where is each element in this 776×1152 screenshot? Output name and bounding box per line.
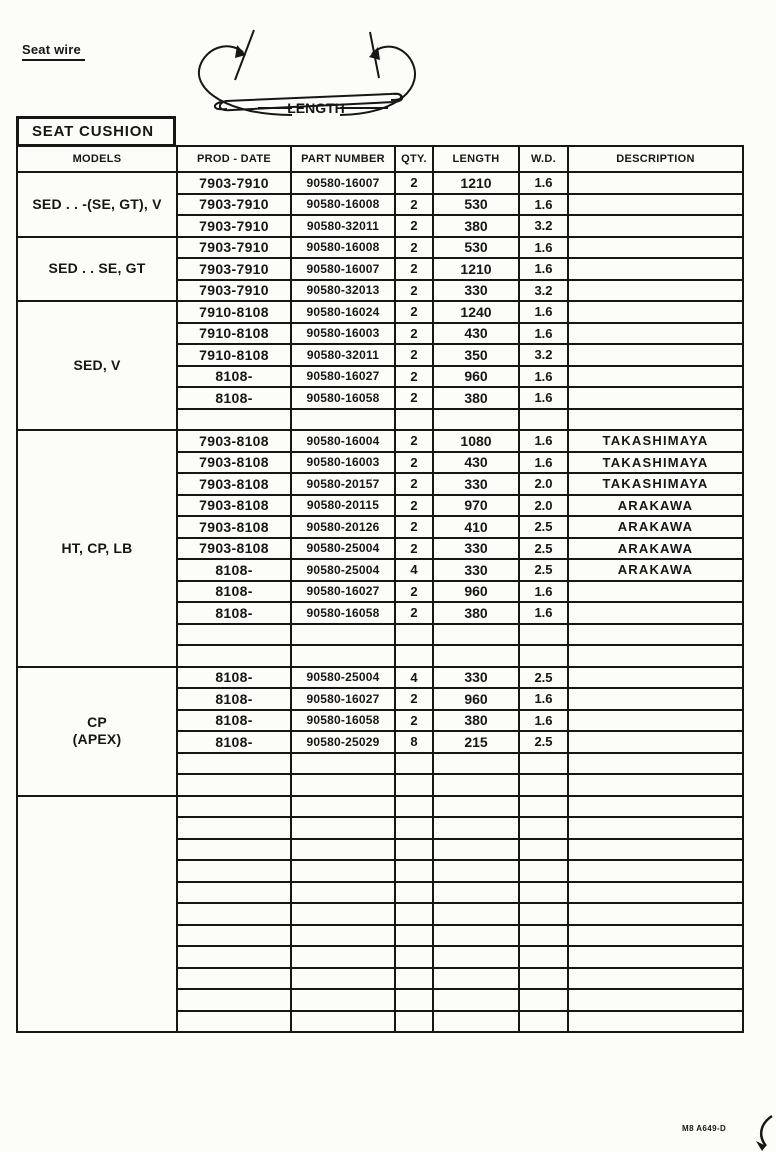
cell-part-number: [291, 839, 395, 861]
cell-prod-date: [177, 925, 291, 947]
cell-length: 215: [433, 731, 519, 753]
cell-description: [568, 968, 743, 990]
cell-qty: 2: [395, 323, 433, 345]
cell-qty: [395, 903, 433, 925]
col-header-models: MODELS: [17, 146, 177, 172]
cell-part-number: 90580-25004: [291, 538, 395, 560]
cell-wd: 3.2: [519, 280, 568, 302]
cell-prod-date: 7903-8108: [177, 473, 291, 495]
cell-length: [433, 882, 519, 904]
cell-prod-date: [177, 968, 291, 990]
cell-qty: [395, 409, 433, 431]
cell-prod-date: 7903-7910: [177, 280, 291, 302]
cell-prod-date: [177, 839, 291, 861]
cell-wd: 1.6: [519, 366, 568, 388]
cell-prod-date: [177, 774, 291, 796]
cell-part-number: 90580-16008: [291, 194, 395, 216]
cell-part-number: 90580-16004: [291, 430, 395, 452]
cell-prod-date: 8108-: [177, 688, 291, 710]
cell-part-number: [291, 989, 395, 1011]
cell-wd: 1.6: [519, 688, 568, 710]
cell-length: [433, 839, 519, 861]
cell-qty: 2: [395, 430, 433, 452]
cell-length: 970: [433, 495, 519, 517]
cell-description: ARAKAWA: [568, 559, 743, 581]
cell-prod-date: 7903-8108: [177, 495, 291, 517]
cell-description: [568, 731, 743, 753]
cell-qty: 2: [395, 495, 433, 517]
cell-wd: 1.6: [519, 258, 568, 280]
section-title-box: [16, 116, 176, 147]
cell-length: 330: [433, 667, 519, 689]
cell-qty: 2: [395, 344, 433, 366]
cell-part-number: [291, 946, 395, 968]
cell-part-number: 90580-25004: [291, 559, 395, 581]
cell-part-number: 90580-16003: [291, 452, 395, 474]
model-cell: SED, V: [17, 301, 177, 430]
cell-description: [568, 645, 743, 667]
col-header-description: DESCRIPTION: [568, 146, 743, 172]
cell-wd: 1.6: [519, 430, 568, 452]
cell-prod-date: [177, 946, 291, 968]
cell-description: [568, 581, 743, 603]
cell-qty: 2: [395, 710, 433, 732]
cell-part-number: [291, 817, 395, 839]
cell-qty: [395, 817, 433, 839]
cell-part-number: 90580-16027: [291, 366, 395, 388]
table-row: [17, 237, 743, 259]
cell-part-number: 90580-16007: [291, 258, 395, 280]
cell-length: 380: [433, 710, 519, 732]
cell-qty: [395, 839, 433, 861]
cell-qty: [395, 796, 433, 818]
cell-qty: [395, 774, 433, 796]
cell-qty: 2: [395, 301, 433, 323]
cell-wd: 1.6: [519, 301, 568, 323]
cell-length: [433, 925, 519, 947]
cell-prod-date: 7910-8108: [177, 344, 291, 366]
cell-prod-date: 7903-8108: [177, 538, 291, 560]
cell-prod-date: 7903-7910: [177, 237, 291, 259]
cell-qty: [395, 860, 433, 882]
cell-length: 1210: [433, 258, 519, 280]
cell-description: [568, 710, 743, 732]
cell-wd: [519, 946, 568, 968]
cell-length: [433, 860, 519, 882]
cell-prod-date: 8108-: [177, 710, 291, 732]
table-row: [17, 796, 743, 818]
cell-wd: [519, 753, 568, 775]
cell-part-number: 90580-32011: [291, 344, 395, 366]
cell-prod-date: 8108-: [177, 366, 291, 388]
cell-prod-date: [177, 645, 291, 667]
page-title: Seat wire: [22, 42, 85, 61]
cell-wd: 1.6: [519, 387, 568, 409]
cell-description: [568, 860, 743, 882]
cell-length: 330: [433, 538, 519, 560]
cell-description: [568, 602, 743, 624]
seat-wire-diagram: [188, 28, 428, 118]
cell-length: 960: [433, 581, 519, 603]
cell-length: 430: [433, 452, 519, 474]
cell-prod-date: 7903-7910: [177, 215, 291, 237]
cell-description: [568, 194, 743, 216]
cell-qty: 2: [395, 258, 433, 280]
cell-description: TAKASHIMAYA: [568, 452, 743, 474]
cell-qty: [395, 989, 433, 1011]
model-cell: HT, CP, LB: [17, 430, 177, 667]
cell-prod-date: 7903-8108: [177, 430, 291, 452]
cell-wd: [519, 903, 568, 925]
cell-prod-date: [177, 1011, 291, 1033]
cell-wd: 1.6: [519, 710, 568, 732]
cell-wd: [519, 624, 568, 646]
col-header-wd: W.D.: [519, 146, 568, 172]
cell-description: [568, 989, 743, 1011]
cell-description: ARAKAWA: [568, 538, 743, 560]
cell-part-number: [291, 860, 395, 882]
cell-qty: 2: [395, 172, 433, 194]
cell-length: [433, 968, 519, 990]
cell-wd: [519, 860, 568, 882]
table-row: [17, 667, 743, 689]
cell-prod-date: 7910-8108: [177, 301, 291, 323]
page-corner-mark: [750, 1114, 776, 1152]
cell-qty: [395, 624, 433, 646]
cell-description: [568, 667, 743, 689]
cell-qty: 4: [395, 559, 433, 581]
cell-length: 1210: [433, 172, 519, 194]
model-cell: [17, 796, 177, 1033]
table-header: [17, 146, 743, 172]
table-row: [17, 172, 743, 194]
cell-wd: 1.6: [519, 452, 568, 474]
cell-length: 1240: [433, 301, 519, 323]
cell-qty: 2: [395, 452, 433, 474]
cell-qty: 2: [395, 215, 433, 237]
cell-part-number: 90580-25004: [291, 667, 395, 689]
cell-prod-date: [177, 882, 291, 904]
cell-description: [568, 624, 743, 646]
cell-description: [568, 280, 743, 302]
cell-description: TAKASHIMAYA: [568, 473, 743, 495]
cell-length: 960: [433, 688, 519, 710]
cell-description: [568, 237, 743, 259]
cell-prod-date: [177, 903, 291, 925]
cell-length: [433, 796, 519, 818]
cell-length: [433, 989, 519, 1011]
cell-length: [433, 817, 519, 839]
cell-wd: [519, 645, 568, 667]
footer-code: M8 A649-D: [682, 1124, 727, 1133]
cell-length: 350: [433, 344, 519, 366]
cell-description: TAKASHIMAYA: [568, 430, 743, 452]
cell-part-number: 90580-16008: [291, 237, 395, 259]
table-row: [17, 301, 743, 323]
cell-wd: 2.5: [519, 731, 568, 753]
cell-wd: [519, 796, 568, 818]
left-leader-curve: [199, 46, 292, 115]
cell-length: 330: [433, 473, 519, 495]
cell-wd: 1.6: [519, 194, 568, 216]
cell-part-number: [291, 796, 395, 818]
cell-prod-date: [177, 796, 291, 818]
cell-length: 380: [433, 387, 519, 409]
cell-description: [568, 925, 743, 947]
cell-description: [568, 215, 743, 237]
cell-length: 380: [433, 602, 519, 624]
cell-qty: [395, 1011, 433, 1033]
cell-wd: 1.6: [519, 172, 568, 194]
cell-description: [568, 366, 743, 388]
cell-part-number: 90580-16024: [291, 301, 395, 323]
cell-wd: 1.6: [519, 581, 568, 603]
cell-part-number: [291, 1011, 395, 1033]
cell-part-number: [291, 409, 395, 431]
cell-description: [568, 839, 743, 861]
cell-part-number: 90580-16007: [291, 172, 395, 194]
cell-length: 380: [433, 215, 519, 237]
cell-prod-date: 8108-: [177, 667, 291, 689]
cell-wd: [519, 1011, 568, 1033]
cell-description: [568, 409, 743, 431]
cell-qty: [395, 645, 433, 667]
cell-part-number: 90580-25029: [291, 731, 395, 753]
cell-part-number: 90580-16027: [291, 688, 395, 710]
cell-description: [568, 323, 743, 345]
cell-description: [568, 301, 743, 323]
cell-prod-date: 7903-7910: [177, 258, 291, 280]
col-header-part-number: PART NUMBER: [291, 146, 395, 172]
cell-length: [433, 903, 519, 925]
cell-wd: 1.6: [519, 237, 568, 259]
cell-length: [433, 946, 519, 968]
cell-length: 410: [433, 516, 519, 538]
cell-prod-date: 8108-: [177, 559, 291, 581]
cell-qty: [395, 882, 433, 904]
cell-wd: [519, 774, 568, 796]
cell-prod-date: 7903-7910: [177, 172, 291, 194]
cell-prod-date: 8108-: [177, 581, 291, 603]
cell-qty: [395, 753, 433, 775]
cell-part-number: [291, 645, 395, 667]
cell-part-number: 90580-20115: [291, 495, 395, 517]
cell-length: 960: [433, 366, 519, 388]
cell-qty: [395, 925, 433, 947]
cell-wd: 2.5: [519, 667, 568, 689]
cell-prod-date: [177, 624, 291, 646]
col-header-prod-date: PROD - DATE: [177, 146, 291, 172]
model-cell: CP (APEX): [17, 667, 177, 796]
cell-qty: 2: [395, 688, 433, 710]
cell-qty: 2: [395, 538, 433, 560]
cell-wd: 3.2: [519, 344, 568, 366]
cell-part-number: [291, 968, 395, 990]
cell-qty: 8: [395, 731, 433, 753]
cell-wd: 2.0: [519, 495, 568, 517]
cell-part-number: 90580-16027: [291, 581, 395, 603]
cell-part-number: [291, 624, 395, 646]
cell-description: [568, 882, 743, 904]
cell-qty: 2: [395, 387, 433, 409]
cell-wd: 3.2: [519, 215, 568, 237]
cell-wd: 2.5: [519, 538, 568, 560]
cell-part-number: 90580-32011: [291, 215, 395, 237]
cell-description: [568, 688, 743, 710]
cell-length: [433, 645, 519, 667]
cell-qty: 4: [395, 667, 433, 689]
cell-description: [568, 946, 743, 968]
cell-description: [568, 817, 743, 839]
section-title: SEAT CUSHION: [32, 123, 154, 140]
cell-qty: 2: [395, 194, 433, 216]
cell-length: 330: [433, 559, 519, 581]
cell-wd: [519, 968, 568, 990]
cell-length: [433, 774, 519, 796]
table-body: [17, 172, 743, 1032]
cell-length: 430: [433, 323, 519, 345]
cell-wd: [519, 839, 568, 861]
cell-part-number: 90580-16058: [291, 602, 395, 624]
cell-wd: 2.5: [519, 559, 568, 581]
cell-prod-date: 7903-8108: [177, 516, 291, 538]
cell-length: [433, 753, 519, 775]
cell-qty: 2: [395, 516, 433, 538]
cell-length: 1080: [433, 430, 519, 452]
cell-wd: 2.5: [519, 516, 568, 538]
cell-qty: 2: [395, 237, 433, 259]
cell-qty: [395, 946, 433, 968]
cell-description: [568, 753, 743, 775]
parts-table: [16, 145, 744, 1033]
cell-wd: [519, 409, 568, 431]
cell-description: [568, 903, 743, 925]
cell-description: [568, 796, 743, 818]
cell-prod-date: [177, 409, 291, 431]
cell-prod-date: 8108-: [177, 387, 291, 409]
cell-length: [433, 624, 519, 646]
cell-part-number: [291, 774, 395, 796]
cell-qty: 2: [395, 581, 433, 603]
cell-length: 330: [433, 280, 519, 302]
cell-wd: [519, 989, 568, 1011]
cell-qty: [395, 968, 433, 990]
cell-prod-date: [177, 860, 291, 882]
diagram-length-label: LENGTH: [287, 100, 345, 116]
cell-description: ARAKAWA: [568, 516, 743, 538]
cell-length: [433, 409, 519, 431]
cell-part-number: [291, 903, 395, 925]
cell-length: [433, 1011, 519, 1033]
cell-qty: 2: [395, 473, 433, 495]
cell-prod-date: [177, 753, 291, 775]
cell-length: 530: [433, 237, 519, 259]
cell-prod-date: 8108-: [177, 602, 291, 624]
cell-part-number: 90580-16003: [291, 323, 395, 345]
cell-part-number: 90580-20126: [291, 516, 395, 538]
cell-prod-date: 7910-8108: [177, 323, 291, 345]
cell-prod-date: 7903-8108: [177, 452, 291, 474]
cell-wd: 2.0: [519, 473, 568, 495]
cell-wd: 1.6: [519, 323, 568, 345]
cell-part-number: 90580-20157: [291, 473, 395, 495]
cell-wd: [519, 882, 568, 904]
cell-part-number: [291, 882, 395, 904]
table-row: [17, 430, 743, 452]
cell-prod-date: 8108-: [177, 731, 291, 753]
cell-qty: 2: [395, 602, 433, 624]
cell-part-number: 90580-16058: [291, 387, 395, 409]
cell-part-number: 90580-32013: [291, 280, 395, 302]
cell-description: [568, 344, 743, 366]
cell-prod-date: 7903-7910: [177, 194, 291, 216]
cell-description: [568, 774, 743, 796]
cell-wd: [519, 817, 568, 839]
cell-description: ARAKAWA: [568, 495, 743, 517]
model-cell: SED . . -(SE, GT), V: [17, 172, 177, 237]
cell-description: [568, 172, 743, 194]
cell-part-number: [291, 753, 395, 775]
cell-prod-date: [177, 989, 291, 1011]
model-cell: SED . . SE, GT: [17, 237, 177, 302]
cell-prod-date: [177, 817, 291, 839]
cell-description: [568, 1011, 743, 1033]
cell-description: [568, 387, 743, 409]
cell-part-number: 90580-16058: [291, 710, 395, 732]
cell-qty: 2: [395, 366, 433, 388]
cell-wd: [519, 925, 568, 947]
col-header-length: LENGTH: [433, 146, 519, 172]
cell-part-number: [291, 925, 395, 947]
cell-qty: 2: [395, 280, 433, 302]
cell-length: 530: [433, 194, 519, 216]
col-header-qty: QTY.: [395, 146, 433, 172]
cell-wd: 1.6: [519, 602, 568, 624]
cell-description: [568, 258, 743, 280]
